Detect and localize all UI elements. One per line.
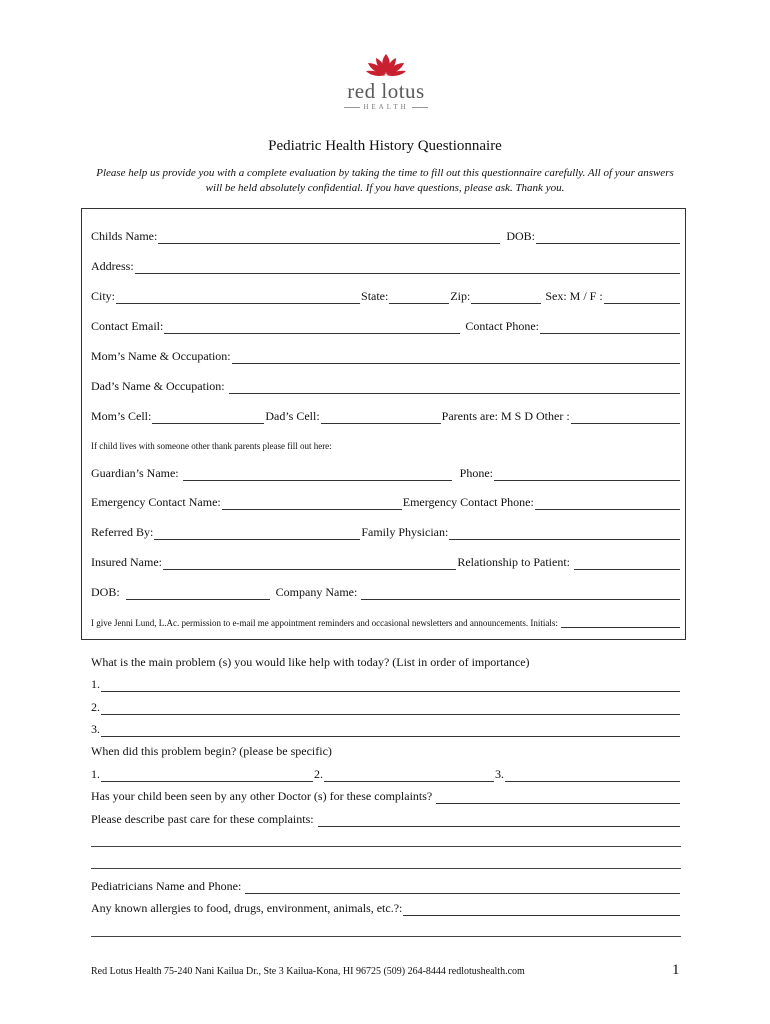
- contact-email-label: Contact Email:: [91, 319, 164, 333]
- insured-name-field[interactable]: [163, 557, 456, 570]
- past-care-line-2[interactable]: [91, 846, 681, 847]
- company-name-field[interactable]: [361, 587, 680, 600]
- insured-row: [91, 554, 681, 570]
- dob-field[interactable]: [536, 231, 680, 244]
- emergency-row: [91, 494, 681, 510]
- when-1-field[interactable]: [101, 769, 313, 782]
- problem-1-field[interactable]: [101, 679, 680, 692]
- allergies-line-2[interactable]: [91, 936, 681, 937]
- past-care-field[interactable]: [318, 814, 680, 827]
- company-name-label: Company Name:: [275, 585, 358, 599]
- cell-row: [91, 408, 681, 424]
- address-field[interactable]: [135, 261, 680, 274]
- emergency-phone-label: Emergency Contact Phone:: [402, 495, 534, 509]
- logo-sub-text: HEALTH: [363, 103, 409, 111]
- dads-name-row: [91, 378, 681, 394]
- contact-row: [91, 318, 681, 334]
- zip-field[interactable]: [471, 291, 541, 304]
- emergency-name-label: Emergency Contact Name:: [91, 495, 221, 509]
- address-row: [91, 258, 681, 274]
- referred-row: [91, 524, 681, 540]
- allergies-row: [91, 900, 681, 916]
- logo: [330, 52, 442, 111]
- insured-name-label: Insured Name:: [91, 555, 162, 569]
- guardian-name-label: Guardian’s Name:: [91, 466, 179, 480]
- when-1-label: 1.: [91, 767, 100, 781]
- moms-name-label: Mom’s Name & Occupation:: [91, 349, 231, 363]
- footer-address: Red Lotus Health 75-240 Nani Kailua Dr., Ste 3 Kailua-Kona, HI 96725 (509) 264-8444 redlotushealth.com: [91, 966, 525, 977]
- guardian-note: If child lives with someone other thank parents please fill out here:: [91, 441, 332, 451]
- sex-label: Sex: M / F :: [545, 289, 603, 303]
- logo-name: red lotus: [347, 79, 425, 103]
- main-problem-row: [91, 654, 681, 670]
- intro-text: Please help us provide you with a complete evaluation by taking the time to fill out this questionnaire carefully. All of your answers will be held absolutely confidential. If you have questions, please ask. Thank you.: [96, 167, 674, 194]
- guardian-row: [91, 465, 681, 481]
- state-label: State:: [361, 289, 389, 303]
- problem-3-row: [91, 721, 681, 737]
- pediatrician-field[interactable]: [245, 881, 680, 894]
- address-label: Address:: [91, 259, 134, 273]
- contact-phone-label: Contact Phone:: [465, 319, 539, 333]
- problem-1-row: [91, 676, 681, 692]
- dads-name-field[interactable]: [229, 381, 680, 394]
- allergies-field[interactable]: [403, 903, 680, 916]
- city-label: City:: [91, 289, 116, 303]
- referred-by-label: Referred By:: [91, 525, 154, 539]
- main-problem-question: What is the main problem (s) you would like help with today? (List in order of importance): [91, 655, 530, 669]
- dob2-label: DOB:: [91, 585, 120, 599]
- guardian-phone-label: Phone:: [459, 466, 493, 480]
- sex-field[interactable]: [604, 291, 680, 304]
- childs-name-field[interactable]: [158, 231, 500, 244]
- referred-by-field[interactable]: [154, 527, 360, 540]
- lotus-icon: [364, 52, 408, 78]
- when-3-field[interactable]: [505, 769, 680, 782]
- problem-2-row: [91, 699, 681, 715]
- company-row: [91, 584, 681, 600]
- past-care-row: [91, 811, 681, 827]
- permission-row: [91, 612, 681, 628]
- guardian-name-field[interactable]: [183, 468, 452, 481]
- emergency-phone-field[interactable]: [535, 497, 680, 510]
- moms-cell-label: Mom’s Cell:: [91, 409, 152, 423]
- relationship-field[interactable]: [574, 557, 680, 570]
- zip-label: Zip:: [450, 289, 471, 303]
- relationship-label: Relationship to Patient:: [457, 555, 570, 569]
- state-field[interactable]: [389, 291, 449, 304]
- other-doctor-field[interactable]: [436, 791, 680, 804]
- dob-label: DOB:: [506, 229, 535, 243]
- city-row: [91, 288, 681, 304]
- pediatrician-label: Pediatricians Name and Phone:: [91, 879, 242, 893]
- childs-name-label: Childs Name:: [91, 229, 158, 243]
- contact-email-field[interactable]: [164, 321, 460, 334]
- guardian-note-row: [91, 435, 681, 451]
- initials-field[interactable]: [561, 615, 680, 628]
- family-physician-label: Family Physician:: [361, 525, 449, 539]
- when-2-label: 2.: [314, 767, 323, 781]
- problem-1-label: 1.: [91, 677, 100, 691]
- emergency-name-field[interactable]: [222, 497, 402, 510]
- pediatrician-row: [91, 878, 681, 894]
- logo-sub: [330, 103, 442, 111]
- dob2-field[interactable]: [126, 587, 270, 600]
- parents-are-label: Parents are: M S D Other :: [441, 409, 570, 423]
- dads-cell-field[interactable]: [321, 411, 441, 424]
- past-care-question: Please describe past care for these complaints:: [91, 812, 314, 826]
- permission-text: I give Jenni Lund, L.Ac. permission to e-mail me appointment reminders and occasional newsletters and announcements. Initials:: [91, 618, 558, 628]
- childs-name-row: [91, 228, 681, 244]
- other-doctor-question: Has your child been seen by any other Doctor (s) for these complaints?: [91, 789, 433, 803]
- page-number: 1: [672, 962, 680, 978]
- other-doctor-row: [91, 788, 681, 804]
- when-answers-row: [91, 766, 681, 782]
- when-began-question: When did this problem begin? (please be specific): [91, 744, 332, 758]
- dads-name-label: Dad’s Name & Occupation:: [91, 379, 225, 393]
- city-field[interactable]: [116, 291, 360, 304]
- dads-cell-label: Dad’s Cell:: [265, 409, 320, 423]
- when-began-row: [91, 743, 681, 759]
- contact-phone-field[interactable]: [540, 321, 680, 334]
- when-3-label: 3.: [495, 767, 504, 781]
- problem-3-label: 3.: [91, 722, 100, 736]
- problem-2-field[interactable]: [101, 702, 680, 715]
- family-physician-field[interactable]: [449, 527, 680, 540]
- problem-2-label: 2.: [91, 700, 100, 714]
- moms-name-field[interactable]: [232, 351, 680, 364]
- problem-3-field[interactable]: [101, 724, 680, 737]
- moms-name-row: [91, 348, 681, 364]
- past-care-line-3[interactable]: [91, 868, 681, 869]
- allergies-label: Any known allergies to food, drugs, environment, animals, etc.?:: [91, 901, 403, 915]
- page-title: Pediatric Health History Questionnaire: [268, 138, 502, 154]
- guardian-phone-field[interactable]: [494, 468, 680, 481]
- moms-cell-field[interactable]: [152, 411, 264, 424]
- when-2-field[interactable]: [324, 769, 494, 782]
- parents-other-field[interactable]: [571, 411, 680, 424]
